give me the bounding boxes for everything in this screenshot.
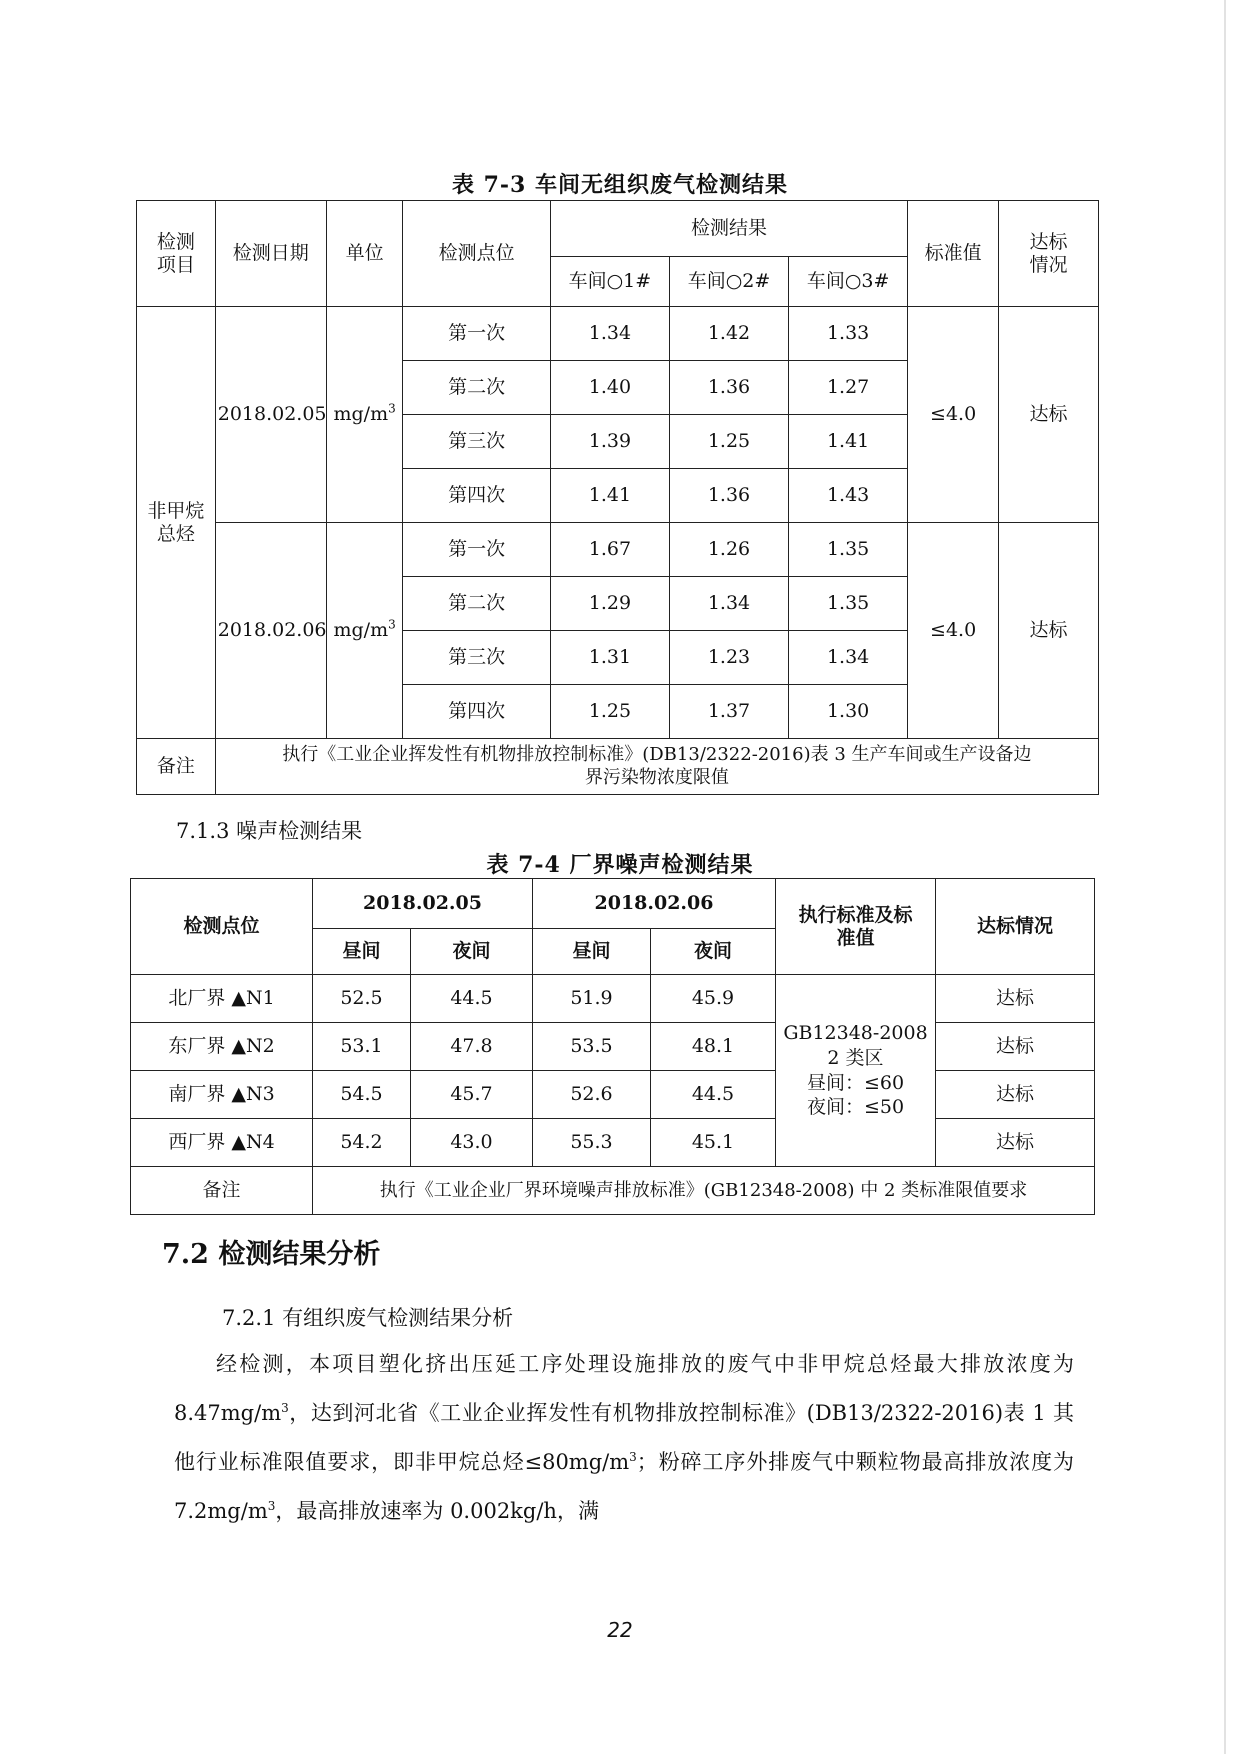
header-date: 检测日期 bbox=[215, 201, 326, 307]
header-night: 夜间 bbox=[651, 929, 776, 975]
value-cell: 1.37 bbox=[669, 685, 788, 739]
group-unit: $mg/m^3$ bbox=[326, 523, 403, 739]
table-7-3-caption: 表 7-3 车间无组织废气检测结果 bbox=[451, 172, 789, 198]
value-cell: 54.5 bbox=[313, 1071, 411, 1119]
value-cell: 1.25 bbox=[550, 685, 669, 739]
header-status: 达标 情况 bbox=[999, 201, 1099, 307]
group-unit: $mg/m^3$ bbox=[326, 307, 403, 523]
value-cell: 45.1 bbox=[651, 1119, 776, 1167]
subsection-7-1-3: 7.1.3 噪声检测结果 bbox=[176, 819, 363, 843]
value-cell: 44.5 bbox=[651, 1071, 776, 1119]
point-label: 第一次 bbox=[403, 523, 550, 577]
value-cell: 48.1 bbox=[651, 1023, 776, 1071]
value-cell: 1.30 bbox=[789, 685, 908, 739]
value-cell: 44.5 bbox=[411, 975, 533, 1023]
value-cell: 1.23 bbox=[669, 631, 788, 685]
analysis-paragraph: 经检测，本项目塑化挤出压延工序处理设施排放的废气中非甲烷总烃最大排放浓度为 $8.47mg/m^3$，达到河北省《工业企业挥发性有机物排放控制标准》(DB13/2322-2016)表 1 其他行业标准限值要求，即非甲烷总烃$\le 80mg/m^3$；粉碎工序外排废气中颗粒物最高排放浓度为 $7.2mg/m^3$，最高排放速率为 0.002kg/h，满 bbox=[174, 1352, 1074, 1523]
subsection-7-2-1: 7.2.1 有组织废气检测结果分析 bbox=[222, 1306, 514, 1330]
point-label: 第三次 bbox=[403, 631, 550, 685]
value-cell: 1.35 bbox=[789, 577, 908, 631]
header-point-2: 车间○2# bbox=[669, 257, 788, 307]
value-cell: 1.43 bbox=[789, 469, 908, 523]
value-cell: 43.0 bbox=[411, 1119, 533, 1167]
note-text: 执行《工业企业挥发性有机物排放控制标准》(DB13/2322-2016)表 3 生产车间或生产设备边 界污染物浓度限值 bbox=[215, 739, 1098, 795]
value-cell: 1.27 bbox=[789, 361, 908, 415]
value-cell: 1.67 bbox=[550, 523, 669, 577]
value-cell: 51.9 bbox=[533, 975, 651, 1023]
value-cell: 1.34 bbox=[789, 631, 908, 685]
point-label: 第三次 bbox=[403, 415, 550, 469]
status-cell: 达标 bbox=[936, 1023, 1095, 1071]
page-number: 22 bbox=[607, 1618, 633, 1642]
table-7-3 bbox=[136, 200, 1099, 795]
note-label: 备注 bbox=[131, 1167, 313, 1215]
point-label: 东厂界 ▲N2 bbox=[131, 1023, 313, 1071]
value-cell: 1.41 bbox=[550, 469, 669, 523]
group-date: 2018.02.05 bbox=[215, 307, 326, 523]
header-point-1: 车间○1# bbox=[550, 257, 669, 307]
value-cell: 1.25 bbox=[669, 415, 788, 469]
value-cell: 45.7 bbox=[411, 1071, 533, 1119]
value-cell: 1.36 bbox=[669, 361, 788, 415]
header-date-1: 2018.02.05 bbox=[313, 879, 533, 929]
status-cell: 达标 bbox=[936, 975, 1095, 1023]
group-status: 达标 bbox=[999, 523, 1099, 739]
group-standard: ≤4.0 bbox=[908, 523, 999, 739]
header-day: 昼间 bbox=[533, 929, 651, 975]
point-label: 北厂界 ▲N1 bbox=[131, 975, 313, 1023]
header-unit: 单位 bbox=[326, 201, 403, 307]
value-cell: 1.36 bbox=[669, 469, 788, 523]
group-date: 2018.02.06 bbox=[215, 523, 326, 739]
table-7-4-caption: 表 7-4 厂界噪声检测结果 bbox=[486, 852, 754, 878]
value-cell: 1.35 bbox=[789, 523, 908, 577]
value-cell: 54.2 bbox=[313, 1119, 411, 1167]
point-label: 第二次 bbox=[403, 577, 550, 631]
point-label: 第四次 bbox=[403, 469, 550, 523]
note-text: 执行《工业企业厂界环境噪声排放标准》(GB12348-2008) 中 2 类标准限值要求 bbox=[313, 1167, 1095, 1215]
header-day: 昼间 bbox=[313, 929, 411, 975]
group-status: 达标 bbox=[999, 307, 1099, 523]
value-cell: 1.39 bbox=[550, 415, 669, 469]
point-label: 第二次 bbox=[403, 361, 550, 415]
header-point-3: 车间○3# bbox=[789, 257, 908, 307]
status-cell: 达标 bbox=[936, 1119, 1095, 1167]
header-point: 检测点位 bbox=[131, 879, 313, 975]
point-label: 南厂界 ▲N3 bbox=[131, 1071, 313, 1119]
header-standard: 执行标准及标 准值 bbox=[776, 879, 936, 975]
header-item: 检测 项目 bbox=[137, 201, 216, 307]
value-cell: 45.9 bbox=[651, 975, 776, 1023]
value-cell: 1.29 bbox=[550, 577, 669, 631]
value-cell: 1.42 bbox=[669, 307, 788, 361]
value-cell: 1.40 bbox=[550, 361, 669, 415]
header-date-2: 2018.02.06 bbox=[533, 879, 776, 929]
value-cell: 52.6 bbox=[533, 1071, 651, 1119]
header-night: 夜间 bbox=[411, 929, 533, 975]
item-name: 非甲烷 总烃 bbox=[137, 307, 216, 739]
section-7-2-title: 7.2 检测结果分析 bbox=[162, 1239, 381, 1270]
value-cell: 53.5 bbox=[533, 1023, 651, 1071]
point-label: 第四次 bbox=[403, 685, 550, 739]
value-cell: 1.33 bbox=[789, 307, 908, 361]
value-cell: 1.34 bbox=[669, 577, 788, 631]
header-result: 检测结果 bbox=[550, 201, 907, 257]
point-label: 西厂界 ▲N4 bbox=[131, 1119, 313, 1167]
header-standard: 标准值 bbox=[908, 201, 999, 307]
value-cell: 52.5 bbox=[313, 975, 411, 1023]
table-7-4 bbox=[130, 878, 1095, 1215]
group-standard: ≤4.0 bbox=[908, 307, 999, 523]
header-point: 检测点位 bbox=[403, 201, 550, 307]
value-cell: 1.41 bbox=[789, 415, 908, 469]
value-cell: 53.1 bbox=[313, 1023, 411, 1071]
value-cell: 1.26 bbox=[669, 523, 788, 577]
note-label: 备注 bbox=[137, 739, 216, 795]
value-cell: 47.8 bbox=[411, 1023, 533, 1071]
value-cell: 55.3 bbox=[533, 1119, 651, 1167]
standard-text: GB12348-2008 2 类区 昼间：≤60 夜间：≤50 bbox=[776, 975, 936, 1167]
point-label: 第一次 bbox=[403, 307, 550, 361]
value-cell: 1.31 bbox=[550, 631, 669, 685]
status-cell: 达标 bbox=[936, 1071, 1095, 1119]
header-status: 达标情况 bbox=[936, 879, 1095, 975]
value-cell: 1.34 bbox=[550, 307, 669, 361]
